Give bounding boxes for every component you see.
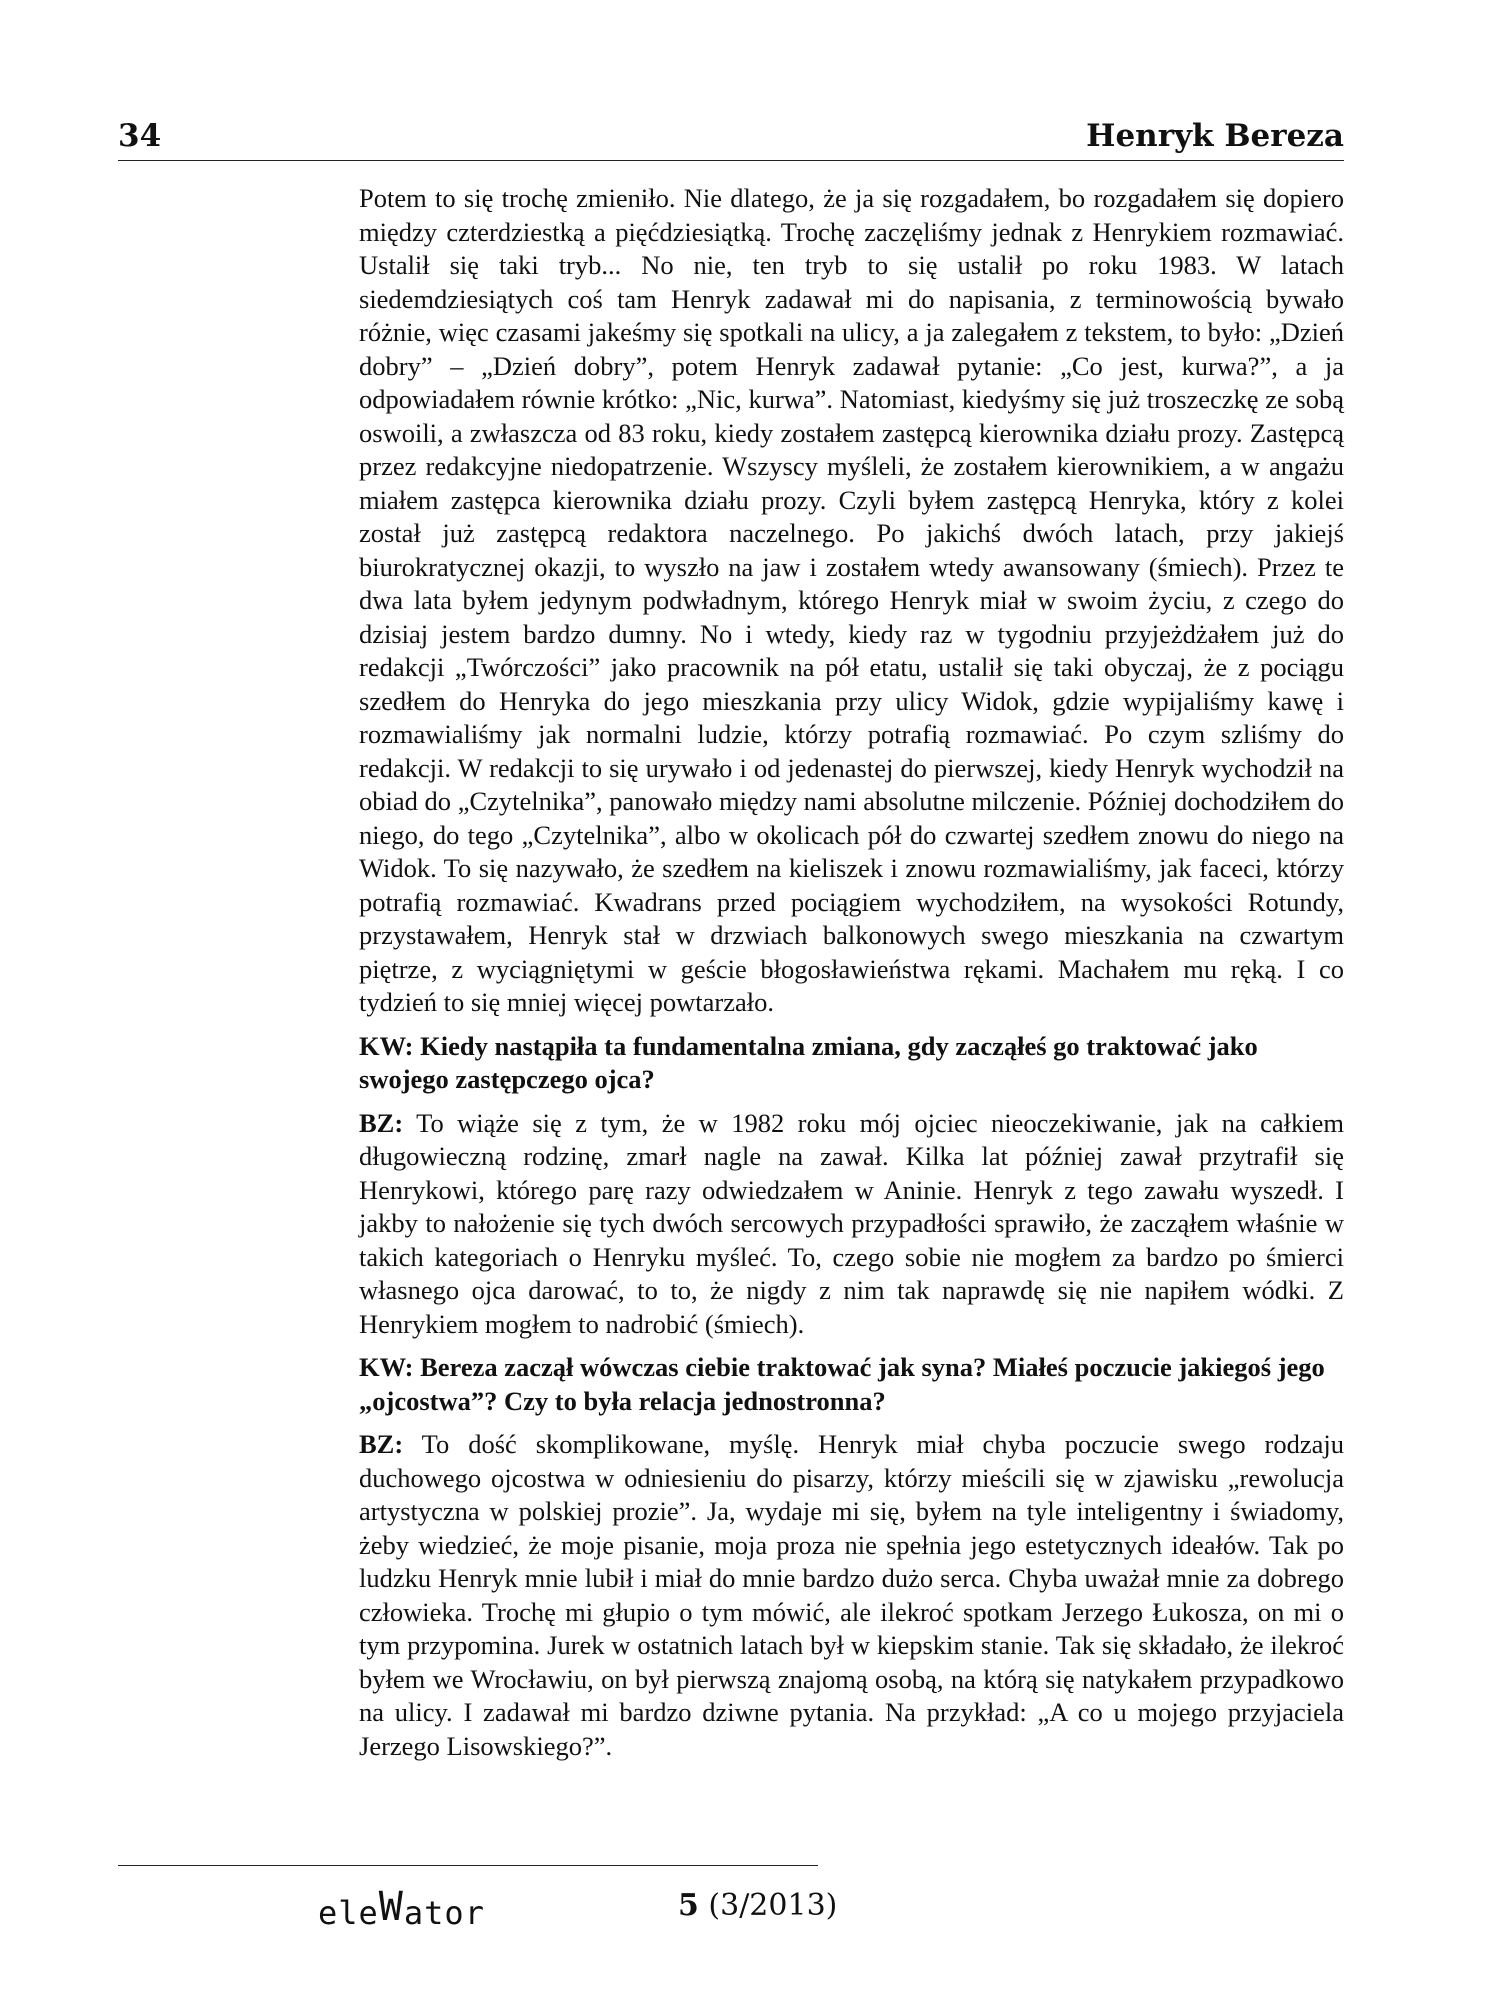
running-title: Henryk Bereza — [1086, 118, 1344, 154]
logo-text: W — [378, 1884, 404, 1930]
issue-detail: (3/2013) — [698, 1888, 838, 1923]
answer-text: To wiąże się z tym, że w 1982 roku mój ojciec nieoczekiwanie, jak na całkiem długowieczną rodzinę, zmarł nagle na zawał. Kilka lat później zawał przytrafił się Henrykowi, którego parę razy odwiedzałem w Aninie. Henryk z tego zawału wyszedł. I jakby to nałożenie się tych dwóch sercowych przypadłości sprawiło, że zacząłem właśnie w takich kategoriach o Henryku myśleć. To, czego sobie nie mogłem za bardzo po śmierci własnego ojca darować, to to, że nigdy z nim tak naprawdę się nie napiłem wódki. Z Henrykiem mogłem to nadrobić (śmiech). — [359, 1107, 1344, 1339]
page-header — [118, 118, 1344, 162]
interview-answer — [359, 1107, 1344, 1342]
interview-answer — [359, 1428, 1344, 1763]
page-number: 34 — [118, 118, 162, 154]
magazine-logo — [318, 1884, 485, 1934]
footer-divider — [118, 1865, 818, 1866]
logo-text: ator — [403, 1894, 485, 1932]
issue-label — [678, 1888, 837, 1923]
header-divider — [118, 160, 1344, 161]
answer-text: To dość skomplikowane, myślę. Henryk miał chyba poczucie swego rodzaju duchowego ojcostwa w odniesieniu do pisarzy, którzy mieścili się w zjawisku „rewolucja artystyczna w polskiej prozie”. Ja, wydaje mi się, byłem na tyle inteligentny i świadomy, żeby wiedzieć, że moje pisanie, moja proza nie spełnia jego estetycznych ideałów. Tak po ludzku Henryk mnie lubił i miał do mnie bardzo dużo serca. Chyba uważał mnie za dobrego człowieka. Trochę mi głupio o tym mówić, ale ilekroć spotkam Jerzego Łukosza, on mi o tym przypomina. Jurek w ostatnich latach był w kiepskim stanie. Tak się składało, że ilekroć byłem we Wrocławiu, on był pierwszą znajomą osobą, na którą się natykałem przypadkowo na ulicy. I zadawał mi bardzo dziwne pytania. Na przykład: „A co u mojego przyjaciela Jerzego Lisowskiego?”. — [359, 1429, 1344, 1761]
paragraph: Potem to się trochę zmieniło. Nie dlatego, że ja się rozgadałem, bo rozgadałem się dopiero między czterdziestką a pięćdziesiątką. Trochę zaczęliśmy jednak z Henrykiem rozmawiać. Ustalił się taki tryb... No nie, ten tryb to się ustalił po roku 1983. W latach siedemdziesiątych coś tam Henryk zadawał mi do napisania, z terminowością bywało różnie, więc czasami jakeśmy się spotkali na ulicy, a ja zalegałem z tekstem, to było: „Dzień dobry” – „Dzień dobry”, potem Henryk zadawał pytanie: „Co jest, kurwa?”, a ja odpowiadałem równie krótko: „Nic, kurwa”. Natomiast, kiedyśmy się już troszeczkę ze sobą oswoili, a zwłaszcza od 83 roku, kiedy zostałem zastępcą kierownika działu prozy. Zastępcą przez redakcyjne niedopatrzenie. Wszyscy myśleli, że zostałem kierownikiem, a w angażu miałem zastępca kierownika działu prozy. Czyli byłem zastępcą Henryka, który z kolei został już zastępcą redaktora naczelnego. Po jakichś dwóch latach, przy jakiejś biurokratycznej okazji, to wyszło na jaw i zostałem wtedy awansowany (śmiech). Przez te dwa lata byłem jedynym podwładnym, którego Henryk miał w swoim życiu, z czego do dzisiaj jestem bardzo dumny. No i wtedy, kiedy raz w tygodniu przyjeżdżałem już do redakcji „Twórczości” jako pracownik na pół etatu, ustalił się taki obyczaj, że z pociągu szedłem do Henryka do jego mieszkania przy ulicy Widok, gdzie wypijaliśmy kawę i rozmawialiśmy jak normalni ludzie, którzy potrafią rozmawiać. Po czym szliśmy do redakcji. W redakcji to się urywało i od jedenastej do pierwszej, kiedy Henryk wychodził na obiad do „Czytelnika”, panowało między nami absolutne milczenie. Później dochodziłem do niego, do tego „Czytelnika”, albo w okolicach pół do czwartej szedłem znowu do niego na Widok. To się nazywało, że szedłem na kieliszek i znowu rozmawialiśmy, jak faceci, którzy potrafią rozmawiać. Kwadrans przed pociągiem wychodziłem, na wysokości Rotundy, przystawałem, Henryk stał w drzwiach balkonowych swego mieszkania na czwartym piętrze, z wyciągniętymi w geście błogosławieństwa rękami. Machałem mu ręką. I co tydzień to się mniej więcej powtarzało. — [359, 183, 1344, 1017]
speaker-label: BZ: — [359, 1429, 404, 1459]
speaker-label: BZ: — [359, 1107, 404, 1138]
article-body — [359, 182, 1344, 1763]
issue-number: 5 — [678, 1888, 699, 1923]
interview-question: KW: Bereza zaczął wówczas ciebie traktować jak syna? Miałeś poczucie jakiegoś jego „ojcostwa”? Czy to była relacja jednostronna? — [359, 1352, 1325, 1416]
interview-question: KW: Kiedy nastąpiła ta fundamentalna zmiana, gdy zacząłeś go traktować jako swojego zastępczego ojca? — [359, 1030, 1258, 1094]
logo-text: ele — [318, 1894, 379, 1932]
